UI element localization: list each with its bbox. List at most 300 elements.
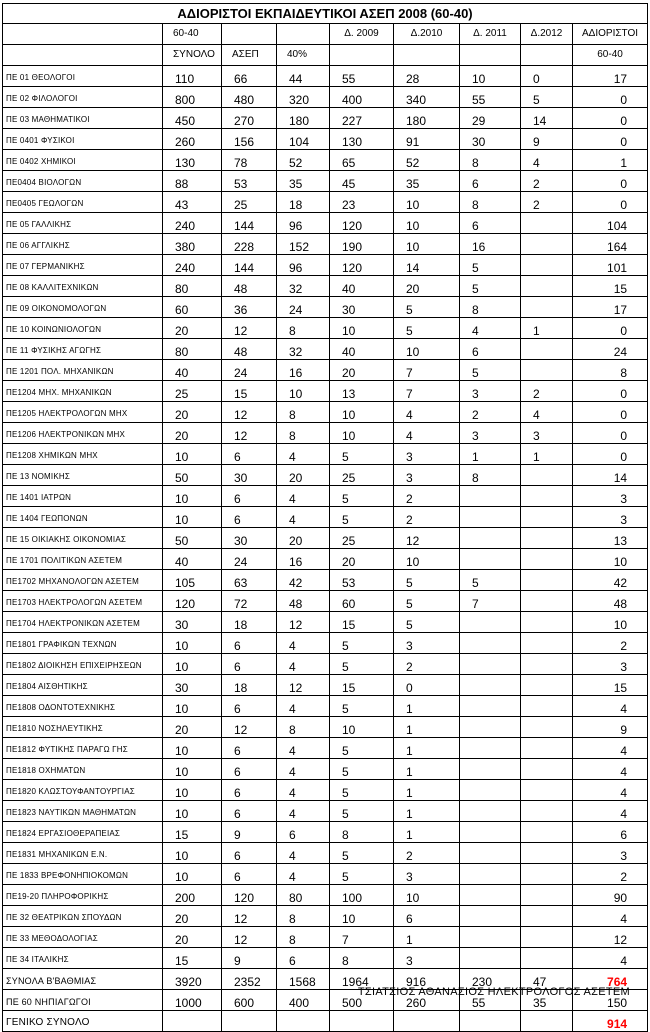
d2009-cell: 5 <box>330 738 394 759</box>
d2012-cell <box>521 717 573 738</box>
specialty-cell: ΠΕ 08 ΚΑΛΛΙΤΕΧΝΙΚΩΝ <box>3 276 163 297</box>
percent-40-cell: 96 <box>277 213 330 234</box>
percent-40-cell: 4 <box>277 780 330 801</box>
d2009-cell: 5 <box>330 633 394 654</box>
unappointed-cell: 150 <box>573 990 648 1011</box>
table-row <box>3 885 648 906</box>
header-cell: 60-40 <box>163 24 222 45</box>
total-cell: 105 <box>163 570 222 591</box>
d2009-cell: 10 <box>330 423 394 444</box>
unappointed-cell: 0 <box>573 129 648 150</box>
specialty-cell: ΠΕ1206 ΗΛΕΚΤΡΟΝΙΚΩΝ ΜΗΧ <box>3 423 163 444</box>
asep-cell: 6 <box>222 759 277 780</box>
header-cell: Δ.2012 <box>521 24 573 45</box>
specialty-cell: ΠΕ1204 ΜΗΧ. ΜΗΧΑΝΙΚΩΝ <box>3 381 163 402</box>
d2010-cell: 2 <box>394 654 460 675</box>
table-row <box>3 87 648 108</box>
unappointed-cell: 164 <box>573 234 648 255</box>
d2011-cell <box>460 654 521 675</box>
d2009-cell: 10 <box>330 717 394 738</box>
d2010-cell: 10 <box>394 234 460 255</box>
header-cell: ΣΥΝΟΛΟ <box>163 45 222 66</box>
asep-cell: 6 <box>222 696 277 717</box>
unappointed-cell: 48 <box>573 591 648 612</box>
table-row <box>3 906 648 927</box>
d2009-cell: 10 <box>330 906 394 927</box>
d2011-cell <box>460 507 521 528</box>
specialty-cell: ΠΕ 0401 ΦΥΣΙΚΟΙ <box>3 129 163 150</box>
percent-40-cell: 35 <box>277 171 330 192</box>
d2009-cell: 20 <box>330 549 394 570</box>
unappointed-cell: 8 <box>573 360 648 381</box>
d2011-cell <box>460 612 521 633</box>
title-row <box>3 4 648 24</box>
d2012-cell <box>521 297 573 318</box>
d2011-cell: 6 <box>460 339 521 360</box>
d2011-cell <box>460 822 521 843</box>
d2009-cell: 5 <box>330 780 394 801</box>
asep-cell: 144 <box>222 255 277 276</box>
d2009-cell: 40 <box>330 276 394 297</box>
unappointed-cell: 0 <box>573 171 648 192</box>
percent-40-cell: 8 <box>277 906 330 927</box>
d2009-cell: 40 <box>330 339 394 360</box>
unappointed-cell: 17 <box>573 66 648 87</box>
d2012-cell: 5 <box>521 87 573 108</box>
d2011-cell <box>460 675 521 696</box>
d2010-cell: 52 <box>394 150 460 171</box>
d2009-cell: 5 <box>330 843 394 864</box>
d2009-cell: 400 <box>330 87 394 108</box>
asep-cell: 78 <box>222 150 277 171</box>
specialty-cell: ΠΕ1812 ΦΥΤΙΚΗΣ ΠΑΡΑΓΩ ΓΗΣ <box>3 738 163 759</box>
specialty-cell: ΠΕ 09 ΟΙΚΟΝΟΜΟΛΟΓΩΝ <box>3 297 163 318</box>
d2010-cell: 0 <box>394 675 460 696</box>
percent-40-cell: 4 <box>277 486 330 507</box>
percent-40-cell: 4 <box>277 801 330 822</box>
table-row <box>3 297 648 318</box>
d2009-cell: 7 <box>330 927 394 948</box>
total-cell: 10 <box>163 444 222 465</box>
d2011-cell <box>460 927 521 948</box>
percent-40-cell: 18 <box>277 192 330 213</box>
percent-40-cell: 1568 <box>277 969 330 990</box>
asep-cell: 63 <box>222 570 277 591</box>
d2010-cell: 7 <box>394 360 460 381</box>
total-cell: 80 <box>163 276 222 297</box>
percent-40-cell: 20 <box>277 465 330 486</box>
d2009-cell: 1964 <box>330 969 394 990</box>
d2009-cell: 5 <box>330 696 394 717</box>
specialty-cell: ΠΕ 32 ΘΕΑΤΡΙΚΩΝ ΣΠΟΥΔΩΝ <box>3 906 163 927</box>
table-row <box>3 759 648 780</box>
specialty-cell: ΠΕ 11 ΦΥΣΙΚΗΣ ΑΓΩΓΗΣ <box>3 339 163 360</box>
total-cell: 380 <box>163 234 222 255</box>
d2011-cell: 6 <box>460 213 521 234</box>
d2009-cell: 130 <box>330 129 394 150</box>
unappointed-cell: 4 <box>573 948 648 969</box>
unappointed-cell: 3 <box>573 507 648 528</box>
specialty-cell: ΠΕ1831 ΜΗΧΑΝΙΚΩΝ Ε.Ν. <box>3 843 163 864</box>
total-cell: 20 <box>163 423 222 444</box>
percent-40-cell: 4 <box>277 738 330 759</box>
table-row <box>3 528 648 549</box>
d2011-cell <box>460 906 521 927</box>
percent-40-cell <box>277 1011 330 1032</box>
d2010-cell: 7 <box>394 381 460 402</box>
total-cell: 10 <box>163 780 222 801</box>
percent-40-cell: 10 <box>277 381 330 402</box>
header-cell: Δ.2010 <box>394 24 460 45</box>
table-row <box>3 654 648 675</box>
d2012-cell <box>521 612 573 633</box>
grand-total-row <box>3 1011 648 1032</box>
d2011-cell <box>460 633 521 654</box>
asep-cell: 6 <box>222 654 277 675</box>
unappointed-cell: 90 <box>573 885 648 906</box>
percent-40-cell: 180 <box>277 108 330 129</box>
d2010-cell: 10 <box>394 213 460 234</box>
asep-cell: 12 <box>222 402 277 423</box>
d2012-cell: 3 <box>521 423 573 444</box>
d2009-cell: 500 <box>330 990 394 1011</box>
d2009-cell: 8 <box>330 822 394 843</box>
specialty-cell: ΠΕ 0402 ΧΗΜΙΚΟΙ <box>3 150 163 171</box>
d2010-cell: 1 <box>394 927 460 948</box>
d2009-cell: 13 <box>330 381 394 402</box>
unappointed-cell: 2 <box>573 864 648 885</box>
header-cell <box>222 24 277 45</box>
percent-40-cell: 32 <box>277 339 330 360</box>
asep-cell: 18 <box>222 612 277 633</box>
d2012-cell: 35 <box>521 990 573 1011</box>
d2012-cell <box>521 1011 573 1032</box>
table-row <box>3 402 648 423</box>
d2010-cell: 3 <box>394 948 460 969</box>
specialty-cell: ΠΕ1823 ΝΑΥΤΙΚΩΝ ΜΑΘΗΜΑΤΩΝ <box>3 801 163 822</box>
total-cell: 15 <box>163 822 222 843</box>
asep-cell: 48 <box>222 339 277 360</box>
d2012-cell <box>521 486 573 507</box>
specialty-cell: ΠΕ19-20 ΠΛΗΡΟΦΟΡΙΚΗΣ <box>3 885 163 906</box>
d2011-cell: 16 <box>460 234 521 255</box>
d2009-cell: 23 <box>330 192 394 213</box>
asep-cell <box>222 1011 277 1032</box>
d2011-cell <box>460 864 521 885</box>
percent-40-cell: 24 <box>277 297 330 318</box>
specialty-cell: ΠΕ0404 ΒΙΟΛΟΓΩΝ <box>3 171 163 192</box>
d2011-cell: 5 <box>460 570 521 591</box>
d2010-cell: 916 <box>394 969 460 990</box>
specialty-cell: ΠΕ 07 ΓΕΡΜΑΝΙΚΗΣ <box>3 255 163 276</box>
asep-cell: 270 <box>222 108 277 129</box>
d2011-cell <box>460 1011 521 1032</box>
percent-40-cell: 4 <box>277 507 330 528</box>
table-row <box>3 465 648 486</box>
d2011-cell <box>460 549 521 570</box>
d2009-cell: 10 <box>330 318 394 339</box>
specialty-cell: ΠΕ 02 ΦΙΛΟΛΟΓΟΙ <box>3 87 163 108</box>
d2009-cell: 5 <box>330 759 394 780</box>
d2011-cell <box>460 780 521 801</box>
d2012-cell <box>521 591 573 612</box>
total-cell: 10 <box>163 801 222 822</box>
percent-40-cell: 8 <box>277 318 330 339</box>
unappointed-cell: 42 <box>573 570 648 591</box>
d2011-cell: 29 <box>460 108 521 129</box>
percent-40-cell: 80 <box>277 885 330 906</box>
d2010-cell: 10 <box>394 192 460 213</box>
d2009-cell: 8 <box>330 948 394 969</box>
unappointed-cell: 4 <box>573 696 648 717</box>
d2010-cell <box>394 1011 460 1032</box>
asep-cell: 6 <box>222 486 277 507</box>
d2012-cell <box>521 339 573 360</box>
d2012-cell <box>521 633 573 654</box>
asep-cell: 48 <box>222 276 277 297</box>
d2010-cell: 180 <box>394 108 460 129</box>
asep-cell: 24 <box>222 549 277 570</box>
d2010-cell: 1 <box>394 696 460 717</box>
d2011-cell: 5 <box>460 360 521 381</box>
d2009-cell: 227 <box>330 108 394 129</box>
asep-cell: 9 <box>222 822 277 843</box>
d2010-cell: 91 <box>394 129 460 150</box>
d2011-cell: 7 <box>460 591 521 612</box>
total-cell: 10 <box>163 696 222 717</box>
table-row <box>3 234 648 255</box>
percent-40-cell: 152 <box>277 234 330 255</box>
header-cell: Δ. 2009 <box>330 24 394 45</box>
total-cell: 1000 <box>163 990 222 1011</box>
header-cell <box>460 45 521 66</box>
d2012-cell <box>521 885 573 906</box>
unappointed-cell: 4 <box>573 780 648 801</box>
total-cell: 800 <box>163 87 222 108</box>
asep-cell: 12 <box>222 927 277 948</box>
table-row <box>3 696 648 717</box>
header-cell: Δ. 2011 <box>460 24 521 45</box>
unappointed-cell: 6 <box>573 822 648 843</box>
table-row <box>3 822 648 843</box>
d2012-cell <box>521 570 573 591</box>
header-cell <box>521 45 573 66</box>
total-cell: 30 <box>163 612 222 633</box>
d2009-cell: 15 <box>330 612 394 633</box>
specialty-cell: ΠΕ 1701 ΠΟΛΙΤΙΚΩΝ ΑΣΕΤΕΜ <box>3 549 163 570</box>
percent-40-cell: 4 <box>277 696 330 717</box>
d2012-cell <box>521 654 573 675</box>
table-row <box>3 780 648 801</box>
d2012-cell: 47 <box>521 969 573 990</box>
grand-total-label: ΓΕΝΙΚΟ ΣΥΝΟΛΟ <box>3 1011 163 1032</box>
asep-cell: 36 <box>222 297 277 318</box>
d2010-cell: 1 <box>394 822 460 843</box>
percent-40-cell: 8 <box>277 402 330 423</box>
d2009-cell: 53 <box>330 570 394 591</box>
percent-40-cell: 6 <box>277 948 330 969</box>
d2010-cell: 10 <box>394 339 460 360</box>
specialty-cell: ΠΕ1801 ΓΡΑΦΙΚΩΝ ΤΕΧΝΩΝ <box>3 633 163 654</box>
d2009-cell: 15 <box>330 675 394 696</box>
total-cell: 240 <box>163 255 222 276</box>
percent-40-cell: 4 <box>277 864 330 885</box>
d2012-cell <box>521 213 573 234</box>
author-signature: ΤΣΙΑΤΣΙΟΣ ΑΘΑΝΑΣΙΟΣ ΗΛΕΚΤΡΟΛΟΓΟΣ ΑΣΕΤΕΜ <box>357 986 630 998</box>
specialty-cell: ΠΕ1208 ΧΗΜΙΚΩΝ ΜΗΧ <box>3 444 163 465</box>
unappointed-cell: 0 <box>573 87 648 108</box>
d2011-cell <box>460 696 521 717</box>
total-cell: 20 <box>163 717 222 738</box>
total-cell: 40 <box>163 360 222 381</box>
d2012-cell: 1 <box>521 444 573 465</box>
d2012-cell: 2 <box>521 192 573 213</box>
asep-cell: 9 <box>222 948 277 969</box>
percent-40-cell: 16 <box>277 360 330 381</box>
header-cell <box>330 45 394 66</box>
asep-cell: 600 <box>222 990 277 1011</box>
d2012-cell <box>521 738 573 759</box>
unappointed-cell: 0 <box>573 423 648 444</box>
asep-cell: 72 <box>222 591 277 612</box>
unappointed-cell: 24 <box>573 339 648 360</box>
d2010-cell: 1 <box>394 780 460 801</box>
d2010-cell: 5 <box>394 612 460 633</box>
total-cell: 240 <box>163 213 222 234</box>
specialty-cell: ΠΕ 10 ΚΟΙΝΩΝΙΟΛΟΓΩΝ <box>3 318 163 339</box>
table-row <box>3 192 648 213</box>
d2011-cell: 8 <box>460 465 521 486</box>
asep-cell: 30 <box>222 465 277 486</box>
specialty-cell: ΠΕ 01 ΘΕΟΛΟΓΟΙ <box>3 66 163 87</box>
unappointed-cell: 15 <box>573 276 648 297</box>
d2011-cell: 3 <box>460 381 521 402</box>
d2011-cell <box>460 528 521 549</box>
percent-40-cell: 6 <box>277 822 330 843</box>
d2012-cell <box>521 549 573 570</box>
d2011-cell: 10 <box>460 66 521 87</box>
d2012-cell <box>521 360 573 381</box>
total-cell: 260 <box>163 129 222 150</box>
asep-cell: 12 <box>222 906 277 927</box>
grand-total-value: 914 <box>573 1011 648 1032</box>
percent-40-cell: 8 <box>277 927 330 948</box>
unappointed-cell: 9 <box>573 717 648 738</box>
total-cell: 50 <box>163 528 222 549</box>
unappointed-cell: 4 <box>573 738 648 759</box>
header-cell: ΑΣΕΠ <box>222 45 277 66</box>
d2011-cell: 8 <box>460 297 521 318</box>
d2009-cell: 100 <box>330 885 394 906</box>
d2010-cell: 4 <box>394 423 460 444</box>
d2009-cell: 20 <box>330 360 394 381</box>
d2011-cell: 6 <box>460 171 521 192</box>
unappointed-cell: 12 <box>573 927 648 948</box>
unappointed-cell: 1 <box>573 150 648 171</box>
d2011-cell: 230 <box>460 969 521 990</box>
d2009-cell: 65 <box>330 150 394 171</box>
unappointed-cell: 13 <box>573 528 648 549</box>
unappointed-cell: 15 <box>573 675 648 696</box>
percent-40-cell: 12 <box>277 675 330 696</box>
d2011-cell: 8 <box>460 192 521 213</box>
total-cell: 10 <box>163 864 222 885</box>
total-cell: 80 <box>163 339 222 360</box>
unappointed-cell: 3 <box>573 486 648 507</box>
asep-cell: 12 <box>222 717 277 738</box>
table-row <box>3 675 648 696</box>
d2010-cell: 1 <box>394 738 460 759</box>
specialty-cell: ΠΕ1820 ΚΛΩΣΤΟΥΦΑΝΤΟΥΡΓΙΑΣ <box>3 780 163 801</box>
table-row <box>3 948 648 969</box>
total-cell: 130 <box>163 150 222 171</box>
d2010-cell: 1 <box>394 801 460 822</box>
asep-cell: 24 <box>222 360 277 381</box>
table-row <box>3 591 648 612</box>
d2011-cell: 4 <box>460 318 521 339</box>
specialty-cell: ΠΕ1810 ΝΟΣΗΛΕΥΤΙΚΗΣ <box>3 717 163 738</box>
d2011-cell <box>460 885 521 906</box>
specialty-cell: ΠΕ1703 ΗΛΕΚΤΡΟΛΟΓΩΝ ΑΣΕΤΕΜ <box>3 591 163 612</box>
percent-40-cell: 32 <box>277 276 330 297</box>
unappointed-cell: 4 <box>573 759 648 780</box>
d2012-cell <box>521 465 573 486</box>
unappointed-cell: 4 <box>573 906 648 927</box>
d2009-cell: 25 <box>330 465 394 486</box>
asep-cell: 480 <box>222 87 277 108</box>
d2012-cell <box>521 675 573 696</box>
asep-cell: 6 <box>222 738 277 759</box>
unappointed-cell: 0 <box>573 444 648 465</box>
teachers-table <box>2 3 648 1032</box>
table-row <box>3 549 648 570</box>
d2009-cell: 120 <box>330 213 394 234</box>
percent-40-cell: 4 <box>277 843 330 864</box>
d2010-cell: 340 <box>394 87 460 108</box>
asep-cell: 6 <box>222 801 277 822</box>
d2012-cell <box>521 759 573 780</box>
asep-cell: 228 <box>222 234 277 255</box>
specialty-cell: ΠΕ 15 ΟΙΚΙΑΚΗΣ ΟΙΚΟΝΟΜΙΑΣ <box>3 528 163 549</box>
total-cell: 30 <box>163 675 222 696</box>
total-cell: 20 <box>163 906 222 927</box>
d2009-cell: 5 <box>330 801 394 822</box>
table-title: ΑΔΙΟΡΙΣΤΟΙ ΕΚΠΑΙΔΕΥΤΙΚΟΙ ΑΣΕΠ 2008 (60-40) <box>3 4 648 24</box>
asep-cell: 144 <box>222 213 277 234</box>
d2009-cell: 190 <box>330 234 394 255</box>
d2010-cell: 1 <box>394 759 460 780</box>
d2010-cell: 1 <box>394 717 460 738</box>
asep-cell: 53 <box>222 171 277 192</box>
d2011-cell: 5 <box>460 276 521 297</box>
asep-cell: 156 <box>222 129 277 150</box>
total-cell: 25 <box>163 381 222 402</box>
specialty-cell: ΠΕ 03 ΜΑΘΗΜΑΤΙΚΟΙ <box>3 108 163 129</box>
d2012-cell: 4 <box>521 150 573 171</box>
d2011-cell: 1 <box>460 444 521 465</box>
percent-40-cell: 400 <box>277 990 330 1011</box>
specialty-cell: ΠΕ 33 ΜΕΘΟΔΟΛΟΓΙΑΣ <box>3 927 163 948</box>
percent-40-cell: 4 <box>277 633 330 654</box>
unappointed-cell: 764 <box>573 969 648 990</box>
unappointed-cell: 10 <box>573 612 648 633</box>
d2009-cell: 55 <box>330 66 394 87</box>
d2009-cell: 5 <box>330 864 394 885</box>
specialty-cell: ΣΥΝΟΛΑ Β'ΒΑΘΜΙΑΣ <box>3 969 163 990</box>
specialty-cell: ΠΕ1802 ΔΙΟΙΚΗΣΗ ΕΠΙΧΕΙΡΗΣΕΩΝ <box>3 654 163 675</box>
asep-cell: 6 <box>222 507 277 528</box>
d2012-cell: 2 <box>521 171 573 192</box>
